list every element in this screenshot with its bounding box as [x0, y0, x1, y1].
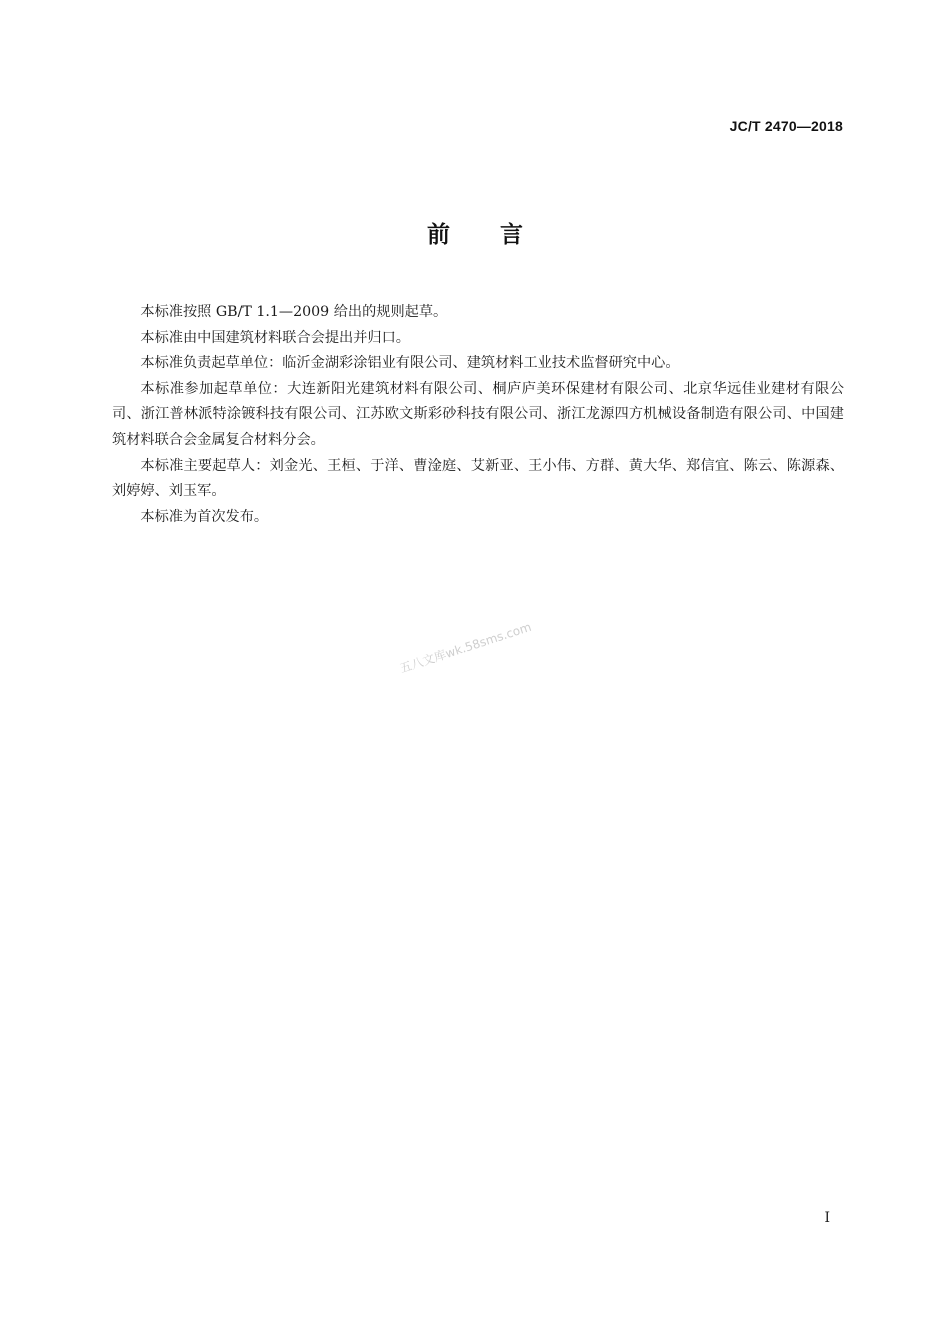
- paragraph-main-drafters: 本标准主要起草人：刘金光、王桓、于洋、曹淦庭、艾新亚、王小伟、方群、黄大华、郑信宜、陈云、陈源森、刘婷婷、刘玉军。: [112, 457, 844, 500]
- standard-code: JC/T 2470—2018: [729, 118, 843, 134]
- paragraph-drafting-rules: 本标准按照 GB/T 1.1—2009 给出的规则起草。: [140, 304, 448, 320]
- watermark: 五八文库wk.58sms.com: [397, 619, 534, 676]
- paragraph-first-release: 本标准为首次发布。: [140, 508, 269, 525]
- preface-body: [112, 300, 844, 530]
- paragraph-responsible-units: 本标准负责起草单位：临沂金湖彩涂铝业有限公司、建筑材料工业技术监督研究中心。: [140, 355, 680, 372]
- page-number: I: [824, 1210, 830, 1226]
- page-title: 前言: [427, 222, 573, 248]
- paragraph-proposer: 本标准由中国建筑材料联合会提出并归口。: [140, 329, 410, 346]
- paragraph-participating-units: 本标准参加起草单位：大连新阳光建筑材料有限公司、桐庐庐美环保建材有限公司、北京华远佳业建材有限公司、浙江普林派特涂镀科技有限公司、江苏欧文斯彩砂科技有限公司、浙江龙源四方机械设备制造有限公司、中国建筑材料联合会金属复合材料分会。: [112, 380, 844, 448]
